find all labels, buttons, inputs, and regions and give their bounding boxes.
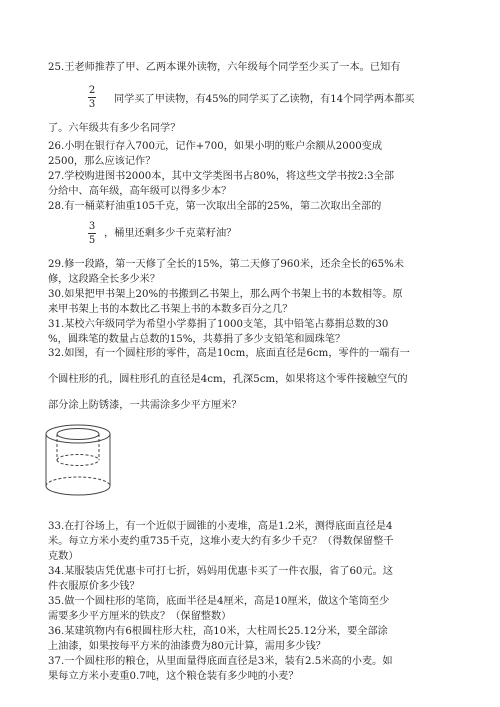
q25-fraction bbox=[86, 85, 98, 110]
q27-line-2: 分给中、高年级，高年级可以得多少本？ bbox=[48, 186, 232, 197]
q34-line-2: 件衣服原价多少钱？ bbox=[48, 581, 140, 592]
q25-line-3: 了。六年级共有多少名同学？ bbox=[48, 123, 181, 134]
fraction-bar bbox=[88, 233, 96, 234]
q28-line-1: 28.有一桶菜籽油重105千克，第一次取出全部的25%，第二次取出全部的 bbox=[48, 201, 382, 212]
q30-line-1: 30.如果把甲书架上20%的书搬到乙书架上，那么两个书架上书的本数相等。原 bbox=[48, 289, 403, 300]
q36-line-2: 上油漆，如果按每平方米的油漆费为80元计算，需用多少钱？ bbox=[48, 641, 326, 652]
q28-fraction-denominator: 5 bbox=[88, 235, 96, 246]
q37-line-2: 果每立方米小麦重0.7吨，这个粮仓装有多少吨的小麦？ bbox=[48, 671, 299, 682]
q30-line-2: 来甲书架上书的本数比乙书架上书的本数多百分之几？ bbox=[48, 304, 293, 315]
q33-line-1: 33.在打谷场上，有一个近似于圆锥的小麦堆，高是1.2米，测得底面直径是4 bbox=[48, 521, 393, 532]
cylinder-bottom-front-arc bbox=[46, 486, 110, 495]
cylinder-bottom-back-arc bbox=[46, 477, 110, 486]
hole-bottom-back-arc bbox=[57, 455, 99, 461]
q25-fraction-numerator: 2 bbox=[88, 85, 96, 96]
hole-top-ellipse bbox=[57, 429, 99, 440]
q31-line-2: %，圆珠笔的数量占总数的15%，共募捐了多少支铅笔和圆珠笔？ bbox=[48, 334, 346, 345]
q37-line-1: 37.一个圆柱形的粮仓，从里面量得底面直径是3米，装有2.5米高的小麦。如 bbox=[48, 656, 393, 667]
q25-line-2: 同学买了甲读物，有45%的同学买了乙读物，有14个同学两本都买 bbox=[114, 94, 415, 105]
q27-line-1: 27.学校购进图书2000本，其中文学类图书占80%，将这些文学书按2:3全部 bbox=[48, 171, 395, 182]
cylinder-with-hole-figure bbox=[38, 420, 118, 502]
q35-line-2: 需要多少平方厘米的铁皮？（保留整数） bbox=[48, 611, 232, 622]
q36-line-1: 36.某建筑物内有6根圆柱形大柱，高10米，大柱周长25.12分米，要全部涂 bbox=[48, 626, 388, 637]
q29-line-1: 29.修一段路，第一天修了全长的15%，第二天修了960米，还余全长的65%未 bbox=[48, 259, 404, 270]
q33-line-3: 克数） bbox=[48, 551, 79, 562]
q26-line-2: 2500，那么应该记作？ bbox=[48, 156, 156, 167]
q28-fraction-numerator: 3 bbox=[88, 221, 96, 232]
q28-line-2: ，桶里还剩多少千克菜籽油？ bbox=[104, 228, 237, 239]
q25-fraction-denominator: 3 bbox=[88, 99, 96, 110]
q35-line-1: 35.做一个圆柱形的笔筒，底面半径是4厘米，高是10厘米，做这个笔筒至少 bbox=[48, 596, 390, 607]
q34-line-1: 34.某服装店凭优惠卡可打七折，妈妈用优惠卡买了一件衣服，省了60元。这 bbox=[48, 566, 393, 577]
q25-line-1: 25.王老师推荐了甲、乙两本课外读物，六年级每个同学至少买了一本。已知有 bbox=[48, 62, 401, 73]
q26-line-1: 26.小明在银行存入700元，记作+700，如果小明的账户余额从2000变成 bbox=[48, 141, 383, 152]
q31-line-1: 31.某校六年级同学为希望小学募捐了1000支笔，其中铅笔占募捐总数的30 bbox=[48, 319, 389, 330]
hole-bottom-arc bbox=[57, 460, 99, 466]
q32-line-2: 个圆柱形的孔，圆柱形孔的直径是4cm，孔深5cm，如果将这个零件接触空气的 bbox=[48, 374, 408, 385]
q32-line-3: 部分涂上防锈漆，一共需涂多少平方厘米？ bbox=[48, 400, 242, 411]
q32-line-1: 32.如图，有一个圆柱形的零件，高是10cm，底面直径是6cm，零件的一端有一 bbox=[48, 348, 410, 359]
q29-line-2: 修，这段路全长多少米？ bbox=[48, 274, 161, 285]
fraction-bar bbox=[88, 97, 96, 98]
cylinder-top-outer-ellipse bbox=[46, 425, 110, 443]
q33-line-2: 米。每立方米小麦约重735千克，这堆小麦大约有多少千克？（得数保留整千 bbox=[48, 536, 394, 547]
q28-fraction bbox=[86, 221, 98, 246]
